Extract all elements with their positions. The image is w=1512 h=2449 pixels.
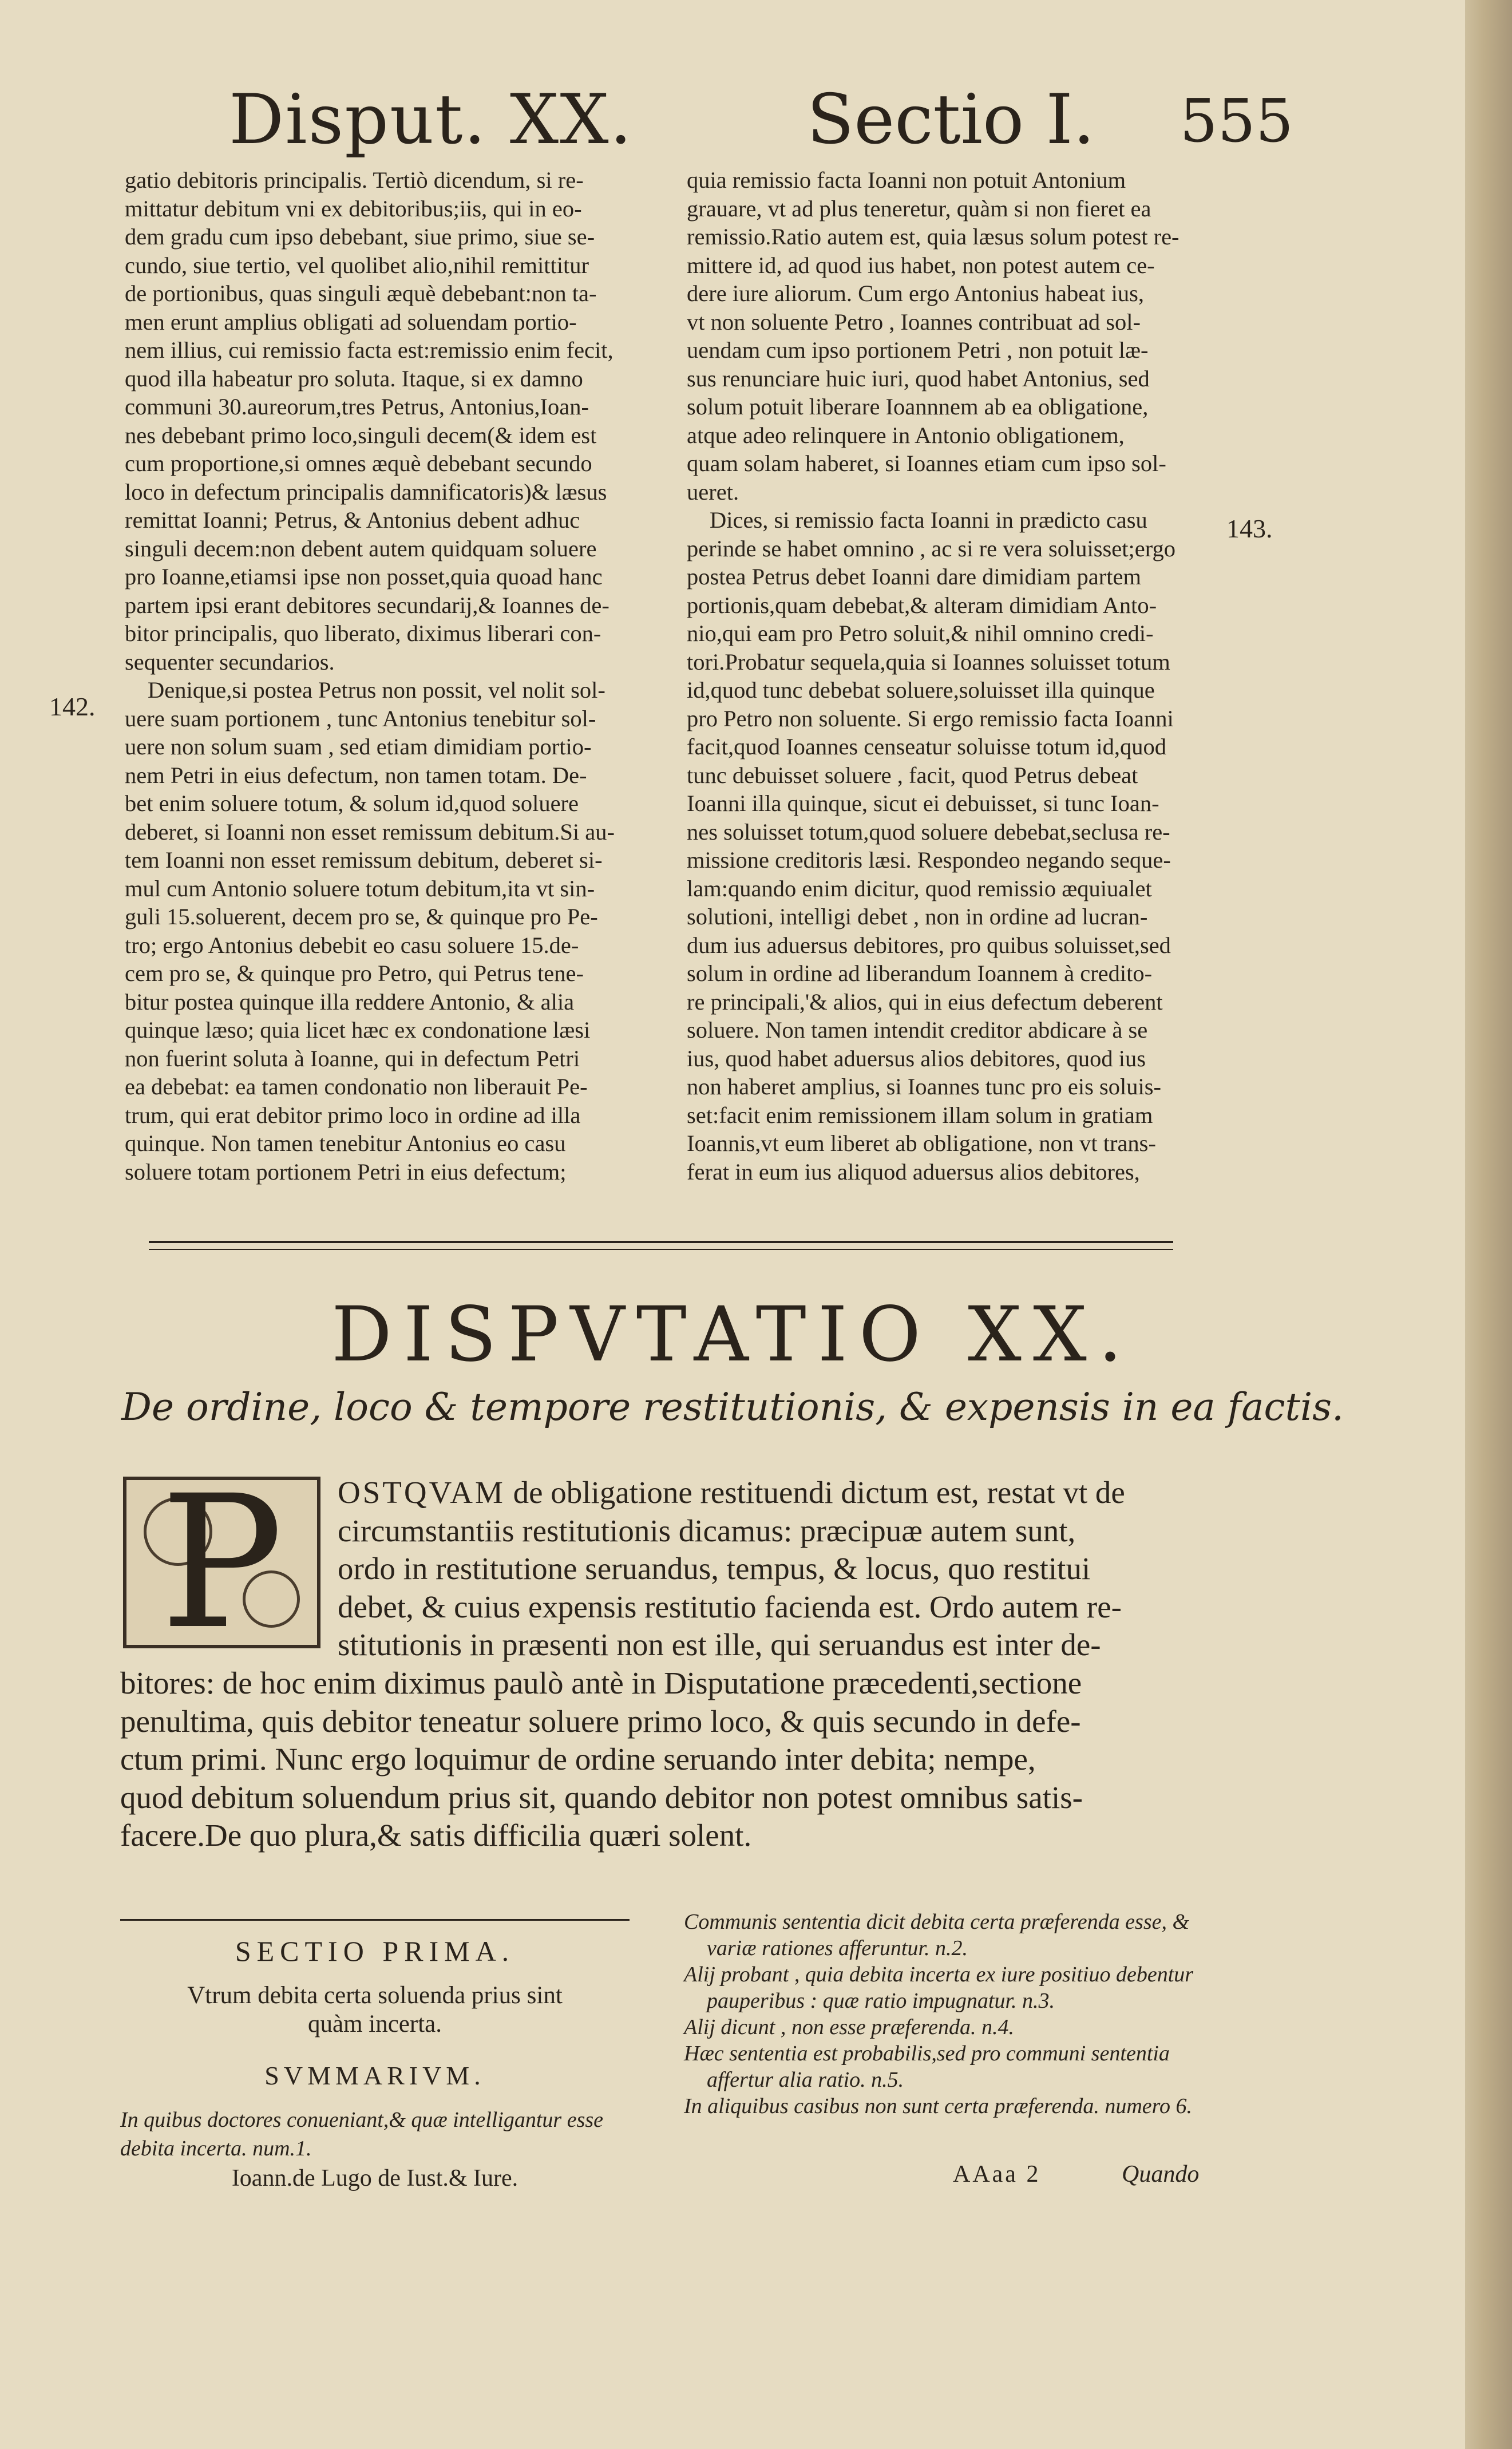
text-line: mittere id, ad quod ius habet, non potest autem ce-: [687, 252, 1155, 278]
text-line: bitor principalis, quo liberato, diximus liberari con-: [125, 620, 601, 646]
text-line: re principali,'& alios, qui in eius defectum deberent: [687, 988, 1163, 1015]
double-rule-top: [149, 1241, 1173, 1243]
summary-item: In aliquibus casibus non sunt certa præferenda. numero 6.: [684, 2094, 1193, 2118]
text-line: penultima, quis debitor teneatur soluere primo loco, & quis secundo in defe-: [120, 1703, 1081, 1739]
text-line: Ioanni illa quinque, sicut ei debuisset, si tunc Ioan-: [687, 790, 1159, 816]
text-line: dum ius aduersus debitores, pro quibus soluisset,sed: [687, 932, 1171, 958]
text-line: tori.Probatur sequela,quia si Ioannes soluisset totum: [687, 648, 1170, 675]
text-line: remittat Ioanni; Petrus, & Antonius debent adhuc: [125, 507, 580, 533]
text-line: pro Ioanne,etiamsi ipse non posset,quia quoad hanc: [125, 564, 603, 589]
text-line: de portionibus, quas singuli æquè debebant:non ta-: [125, 280, 597, 306]
intro-first-word: OSTQVAM: [338, 1475, 505, 1510]
text-line: atque adeo relinquere in Antonio obligationem,: [687, 422, 1125, 448]
text-line: loco in defectum principalis damnificatoris)& læsus: [125, 478, 607, 505]
summary-item-1-text: debita incerta. num.1.: [120, 2137, 312, 2161]
sectio-question-line-1: Vtrum debita certa soluenda prius sint: [187, 1982, 563, 2009]
left-paragraph-2: [125, 676, 640, 1186]
text-line: men erunt amplius obligati ad soluendam portio-: [125, 308, 577, 335]
text-line: nes soluisset totum,quod soluere debebat,seclusa re-: [687, 818, 1170, 845]
text-line: grauare, vt ad plus teneretur, quàm si non fieret ea: [687, 195, 1151, 221]
text-line: perinde se habet omnino , ac si re vera soluisset;ergo: [687, 535, 1176, 561]
text-line: portionis,quam debebat,& alteram dimidiam Anto-: [687, 592, 1157, 618]
summary-item-1-cont: [120, 2135, 630, 2162]
text-line: uere suam portionem , tunc Antonius tenebitur sol-: [125, 705, 596, 731]
text-line: Denique,si postea Petrus non possit, vel nolit sol-: [148, 677, 605, 703]
text-line: facit,quod Ioannes censeatur soluisse totum id,quod: [687, 734, 1166, 759]
margin-number-142: 142.: [49, 692, 96, 721]
summary-list-right: [684, 1909, 1210, 2119]
text-line: sus renunciare huic iuri, quod habet Antonius, sed: [687, 365, 1150, 391]
text-line: [338, 1474, 1208, 1512]
text-line: nio,qui eam pro Petro soluit,& nihil omnino credi-: [687, 620, 1154, 646]
text-line: soluere totam portionem Petri in eius defectum;: [125, 1158, 567, 1185]
text-line: partem ipsi erant debitores secundarij,& Ioannes de-: [125, 592, 609, 618]
text-line: non haberet amplius, si Ioannes tunc pro eis soluis-: [687, 1074, 1161, 1099]
text-line: quod illa habeatur pro soluta. Itaque, si ex damno: [125, 365, 583, 391]
text-line: deberet, si Ioanni non esset remissum debitum.Si au-: [125, 818, 615, 845]
right-paragraph-2: [687, 506, 1213, 1186]
text-line: dere iure aliorum. Cum ergo Antonius habeat ius,: [687, 280, 1144, 306]
text-line: bitur postea quinque illa reddere Antonio, & alia: [125, 988, 575, 1015]
text-line: uendam cum ipso portionem Petri , non potuit læ-: [687, 337, 1149, 363]
summary-item: Communis sententia dicit debita certa præferenda esse, & variæ rationes afferuntur. n.2.: [684, 1910, 1190, 1960]
text-line: Ioannis,vt eum liberet ab obligatione, non vt trans-: [687, 1130, 1156, 1156]
text-line: tem Ioanni non esset remissum debitum, deberet si-: [125, 847, 603, 873]
text-line: lam:quando enim dicitur, quod remissio æquiualet: [687, 875, 1152, 901]
text-line: uere non solum suam , sed etiam dimidiam portio-: [125, 734, 592, 759]
summarium-heading: SVMMARIVM.: [264, 2061, 485, 2090]
text-line: bitores: de hoc enim diximus paulò antè in Disputatione præcedenti,sectione: [120, 1665, 1082, 1700]
summary-item-1: In quibus doctores conueniant,& quæ intelligantur esse: [120, 2108, 604, 2132]
running-head-left: Disput. XX.: [229, 80, 633, 160]
sectio-question-line-2: quàm incerta.: [307, 2011, 442, 2037]
text-line: mul cum Antonio soluere totum debitum,ita vt sin-: [125, 875, 595, 901]
catchword: Quando: [1122, 2161, 1200, 2187]
right-column: [687, 166, 1213, 1186]
text-line: set:facit enim remissionem illam solum in gratiam: [687, 1102, 1153, 1128]
text-line: mittatur debitum vni ex debitoribus;iis, qui in eo-: [125, 195, 582, 221]
text-line: missione creditoris læsi. Respondeo negando seque-: [687, 847, 1171, 873]
section-rule: [120, 1919, 630, 1921]
text-line: tunc debuisset soluere , facit, quod Petrus debeat: [687, 762, 1138, 788]
text-line: stitutionis in præsenti non est ille, qui seruandus est inter de-: [338, 1627, 1101, 1662]
text-line: soluere. Non tamen intendit creditor abdicare à se: [687, 1017, 1148, 1043]
text-line: quam solam haberet, si Ioannes etiam cum ipso sol-: [687, 450, 1166, 476]
text-line: ctum primi. Nunc ergo loquimur de ordine seruando inter debita; nempe,: [120, 1742, 1036, 1777]
initial-letter: P: [160, 1457, 284, 1669]
text-line: sequenter secundarios.: [125, 648, 335, 675]
text-line: ueret.: [687, 478, 739, 505]
text-line: solum in ordine ad liberandum Ioannem à credito-: [687, 960, 1153, 986]
right-paragraph-1: [687, 166, 1213, 506]
running-head: [217, 80, 1293, 166]
summary-item: Alij probant , quia debita incerta ex iure positiuo debentur pauperibus : quæ ratio impugnatur. n.3.: [684, 1963, 1194, 2013]
decorated-initial: [123, 1457, 320, 1669]
text-line: solutioni, intelligi debet , non in ordine ad lucran-: [687, 904, 1148, 929]
signature-mark: AAaa 2: [953, 2161, 1041, 2187]
intro-text-full-width: [120, 1664, 1208, 1855]
summary-item: Hæc sententia est probabilis,sed pro communi sententia affertur alia ratio. n.5.: [684, 2042, 1170, 2092]
text-line: ius, quod habet aduersus alios debitores, quod ius: [687, 1045, 1146, 1071]
text-line: pro Petro non soluente. Si ergo remissio facta Ioanni: [687, 705, 1174, 731]
text-line: quinque. Non tamen tenebitur Antonius eo casu: [125, 1130, 566, 1156]
text-line: quia remissio facta Ioanni non potuit Antonium: [687, 167, 1126, 193]
text-line: id,quod tunc debebat soluere,soluisset illa quinque: [687, 677, 1155, 703]
text-line: Dices, si remissio facta Ioanni in prædicto casu: [710, 507, 1147, 533]
text-line: ordo in restitutione seruandus, tempus, & locus, quo restitui: [338, 1551, 1091, 1586]
page-number: 555: [1179, 86, 1293, 156]
text-line: nes debebant primo loco,singuli decem(& idem est: [125, 422, 597, 448]
text-line: ea debebat: ea tamen condonatio non liberauit Pe-: [125, 1074, 588, 1099]
text-line: facere.De quo plura,& satis difficilia quæri solent.: [120, 1818, 752, 1853]
sectio-title: SECTIO PRIMA.: [235, 1935, 515, 1967]
intro-text-beside-initial: [338, 1474, 1208, 1664]
text-line: solum potuit liberare Ioannnem ab ea obligatione,: [687, 394, 1149, 420]
text-line: cundo, siue tertio, vel quolibet alio,nihil remittitur: [125, 252, 589, 278]
text-line: gatio debitoris principalis. Tertiò dicendum, si re-: [125, 167, 584, 193]
disputatio-title: DISPVTATIO XX.: [331, 1291, 1134, 1379]
text-line: quinque læso; quia licet hæc ex condonatione læsi: [125, 1017, 591, 1043]
disputatio-subtitle: De ordine, loco & tempore restitutionis, & expensis in ea factis.: [121, 1385, 1344, 1429]
text-line: non fuerint soluta à Ioanne, qui in defectum Petri: [125, 1045, 580, 1071]
text-line: nem Petri in eius defectum, non tamen totam. De-: [125, 762, 587, 788]
text-line: cem pro se, & quinque pro Petro, qui Petrus tene-: [125, 960, 584, 986]
text-line: dem gradu cum ipso debebant, siue primo, siue se-: [125, 224, 595, 250]
double-rule-bottom: [149, 1249, 1173, 1250]
text-line: postea Petrus debet Ioanni dare dimidiam partem: [687, 564, 1142, 589]
text-line: vt non soluente Petro , Ioannes contribuat ad sol-: [687, 308, 1141, 335]
running-head-center: Sectio I.: [807, 80, 1095, 160]
text-line: guli 15.soluerent, decem pro se, & quinque pro Pe-: [125, 904, 598, 929]
text-line: quod debitum soluendum prius sit, quando debitor non potest omnibus satis-: [120, 1779, 1083, 1815]
text-line: tro; ergo Antonius debebit eo casu soluere 15.de-: [125, 932, 579, 958]
margin-number-143: 143.: [1226, 514, 1273, 543]
text-line: debet, & cuius expensis restitutio facienda est. Ordo autem re-: [338, 1589, 1122, 1624]
text-line: cum proportione,si omnes æquè debebant secundo: [125, 450, 592, 476]
text-line: remissio.Ratio autem est, quia læsus solum potest re-: [687, 224, 1179, 250]
text-line: circumstantiis restitutionis dicamus: præcipuæ autem sunt,: [338, 1513, 1076, 1548]
page-edge: [1465, 0, 1512, 2449]
marginal-reference: Ioann.de Lugo de Iust.& Iure.: [231, 2165, 518, 2191]
text-line: nem illius, cui remissio facta est:remissio enim fecit,: [125, 337, 613, 363]
summary-item: Alij dicunt , non esse præferenda. n.4.: [684, 2015, 1014, 2039]
text-line: bet enim soluere totum, & solum id,quod soluere: [125, 790, 579, 816]
left-paragraph-1: [125, 166, 640, 676]
text-line: singuli decem:non debent autem quidquam soluere: [125, 535, 597, 561]
text-line: ferat in eum ius aliquod aduersus alios debitores,: [687, 1158, 1140, 1185]
left-column: [125, 166, 640, 1186]
text-line: trum, qui erat debitor primo loco in ordine ad illa: [125, 1102, 581, 1128]
intro-line-rest: de obligatione restituendi dictum est, restat vt de: [505, 1475, 1125, 1510]
text-line: communi 30.aureorum,tres Petrus, Antonius,Ioan-: [125, 394, 589, 420]
